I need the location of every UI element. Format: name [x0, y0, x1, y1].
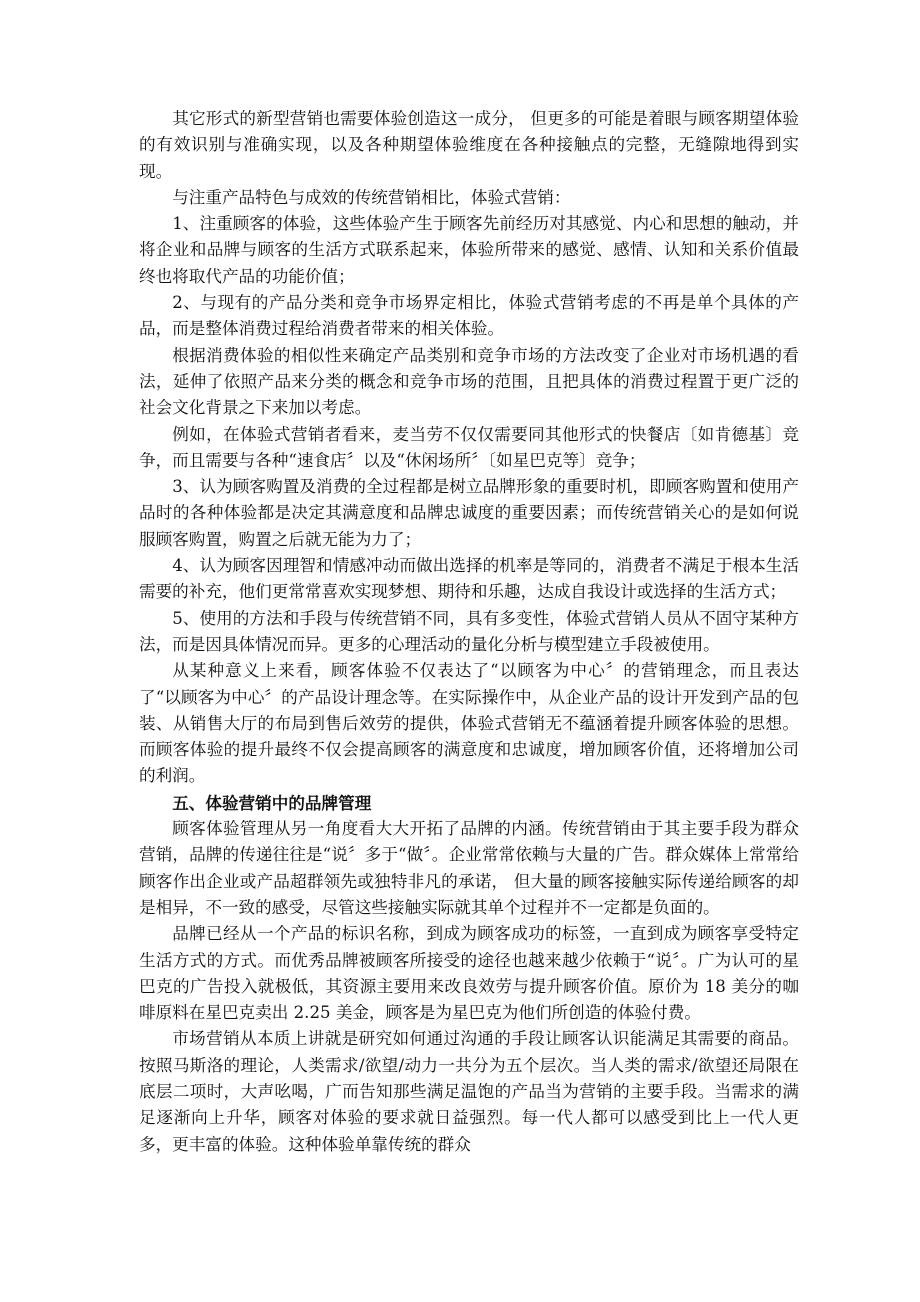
- paragraph: 根据消费体验的相似性来确定产品类别和竞争市场的方法改变了企业对市场机遇的看法，延伸了依照产品来分类的概念和竞争市场的范围，且把具体的消费过程置于更广泛的社会文化背景之下来加以考虑。: [139, 345, 799, 418]
- paragraph: 3、认为顾客购置及消费的全过程都是树立品牌形象的重要时机，即顾客购置和使用产品时的各种体验都是决定其满意度和品牌忠诚度的重要因素；而传统营销关心的是如何说服顾客购置，购置之后就无能为力了；: [139, 477, 799, 549]
- document-page: [139, 106, 799, 1158]
- paragraph: 与注重产品特色与成效的传统营销相比，体验式营销：: [172, 187, 571, 207]
- paragraph: 顾客体验管理从另一角度看大大开拓了品牌的内涵。传统营销由于其主要手段为群众营销，品牌的传递往往是“说〞多于“做〞。企业常常依赖与大量的广告。群众媒体上常常给顾客作出企业或产品超群领先或独特非凡的承诺， 但大量的顾客接触实际传递给顾客的却是相异，不一致的感受，尽管这些接触实际就其单个过程并不一定都是负面的。: [139, 819, 799, 917]
- paragraph: 4、认为顾客因理智和情感冲动而做出选择的机率是等同的，消费者不满足于根本生活需要的补充，他们更常常喜欢实现梦想、期待和乐趣，达成自我设计或选择的生活方式；: [139, 556, 799, 602]
- paragraph: 品牌已经从一个产品的标识名称，到成为顾客成功的标签，一直到成为顾客享受特定生活方式的方式。而优秀品牌被顾客所接受的途径也越来越少依赖于“说〞。广为认可的星巴克的广告投入就极低，其资源主要用来改良效劳与提升顾客价值。原价为 18 美分的咖啡原料在星巴克卖出 2.25 美金，顾客是为星巴克为他们所创造的体验付费。: [139, 924, 799, 1023]
- paragraph: 其它形式的新型营销也需要体验创造这一成分， 但更多的可能是着眼与顾客期望体验的有效识别与准确实现，以及各种期望体验维度在各种接触点的完整，无缝隙地得到实现。: [139, 109, 799, 181]
- paragraph: 例如，在体验式营销者看来，麦当劳不仅仅需要同其他形式的快餐店〔如肯德基〕竞争，而且需要与各种“速食店〞以及“休闲场所〞〔如星巴克等〕竞争；: [139, 424, 799, 470]
- paragraph: 从某种意义上来看，顾客体验不仅表达了“以顾客为中心〞的营销理念，而且表达了“以顾客为中心〞的产品设计理念等。在实际操作中，从企业产品的设计开发到产品的包装、从销售大厅的布局到售后效劳的提供，体验式营销无不蕴涵着提升顾客体验的思想。而顾客体验的提升最终不仅会提高顾客的满意度和忠诚度，增加顾客价值，还将增加公司的利润。: [139, 661, 799, 786]
- paragraph: 市场营销从本质上讲就是研究如何通过沟通的手段让顾客认识能满足其需要的商品。按照马斯洛的理论，人类需求/欲望/动力一共分为五个层次。当人类的需求/欲望还局限在底层二项时，大声吆喝，广而告知那些满足温饱的产品当为营销的主要手段。当需求的满足逐渐向上升华，顾客对体验的要求就日益强烈。每一代人都可以感受到比上一代人更多，更丰富的体验。这种体验单靠传统的群众: [139, 1029, 799, 1154]
- section-heading: 五、体验营销中的品牌管理: [172, 792, 372, 813]
- paragraph: 5、使用的方法和手段与传统营销不同，具有多变性，体验式营销人员从不固守某种方法，而是因具体情况而异。更多的心理活动的量化分析与模型建立手段被使用。: [139, 608, 799, 654]
- paragraph: 1、注重顾客的体验，这些体验产生于顾客先前经历对其感觉、内心和思想的触动，并将企业和品牌与顾客的生活方式联系起来，体验所带来的感觉、感情、认知和关系价值最终也将取代产品的功能价值；: [139, 214, 799, 286]
- paragraph: 2、与现有的产品分类和竞争市场界定相比，体验式营销考虑的不再是单个具体的产品，而是整体消费过程给消费者带来的相关体验。: [139, 293, 799, 339]
